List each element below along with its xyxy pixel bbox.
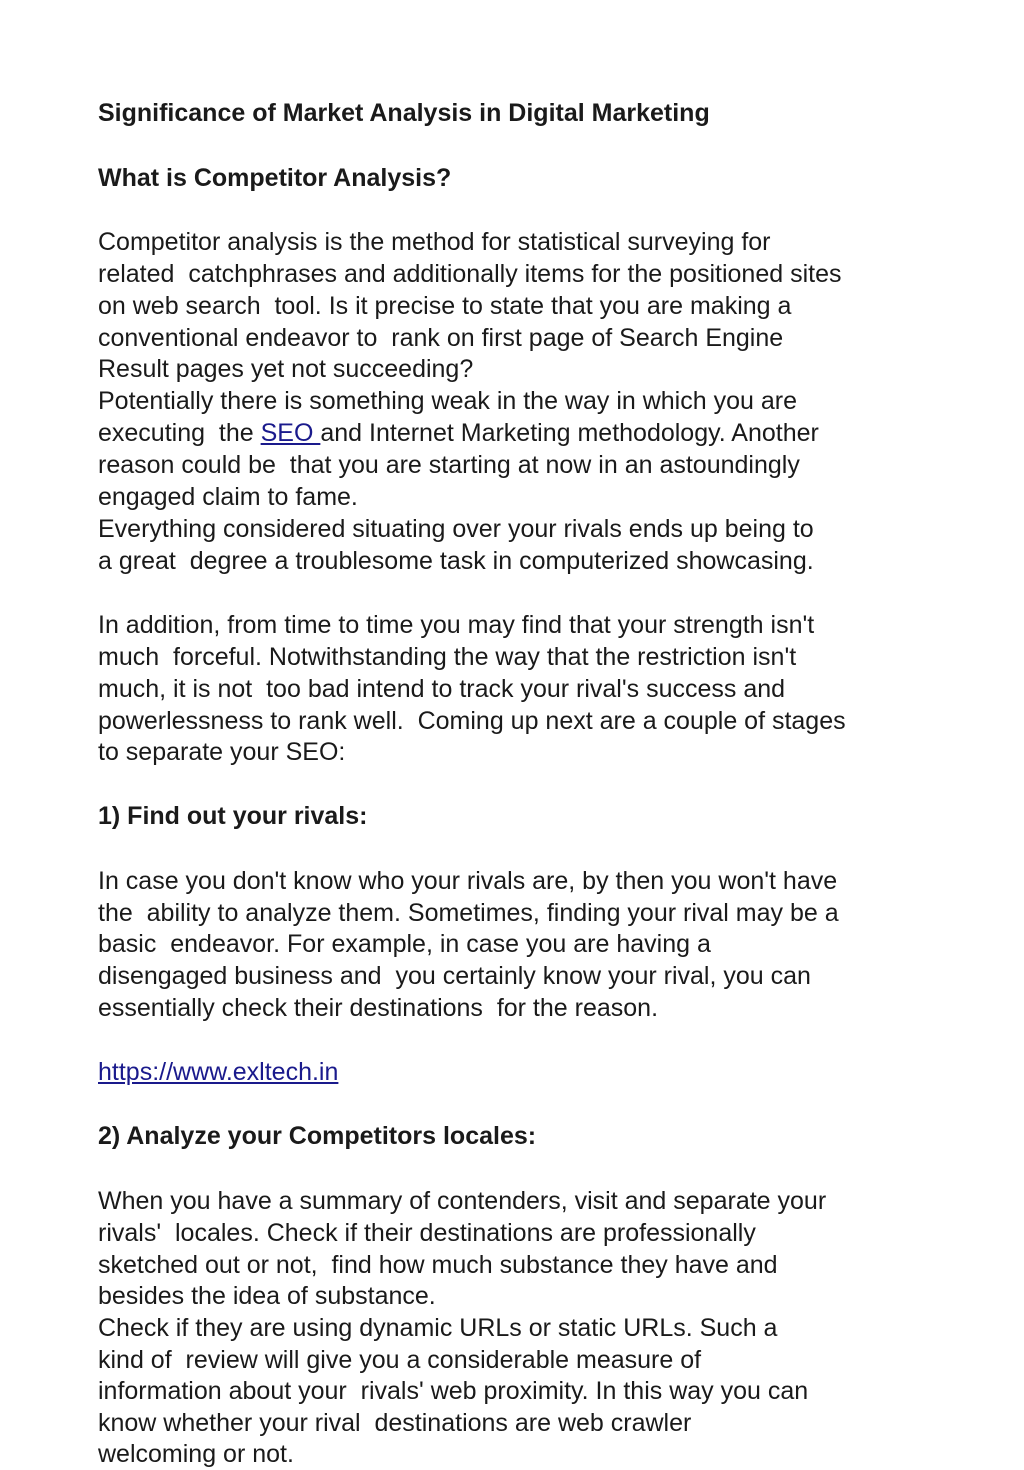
paragraph-line: rivals' locales. Check if their destinations are professionally bbox=[98, 1219, 756, 1247]
paragraph-line: much, it is not too bad intend to track your rival's success and bbox=[98, 675, 786, 703]
paragraph-line: basic endeavor. For example, in case you are having a bbox=[98, 930, 711, 958]
heading-find-rivals: 1) Find out your rivals: bbox=[98, 802, 368, 830]
paragraph-line: the ability to analyze them. Sometimes, finding your rival may be a bbox=[98, 899, 839, 927]
paragraph-line: know whether your rival destinations are web crawler bbox=[98, 1409, 692, 1437]
document-title: Significance of Market Analysis in Digital Marketing bbox=[98, 99, 710, 127]
paragraph-line: related catchphrases and additionally items for the positioned sites bbox=[98, 260, 842, 288]
paragraph-line-with-link bbox=[98, 417, 819, 449]
paragraph-line: conventional endeavor to rank on first page of Search Engine bbox=[98, 324, 784, 352]
paragraph-line: In addition, from time to time you may find that your strength isn't bbox=[98, 611, 815, 639]
seo-link[interactable]: SEO bbox=[260, 419, 321, 447]
paragraph-line: disengaged business and you certainly know your rival, you can bbox=[98, 962, 811, 990]
paragraph-line: essentially check their destinations for the reason. bbox=[98, 994, 659, 1022]
paragraph-line: In case you don't know who your rivals are, by then you won't have bbox=[98, 867, 838, 895]
paragraph-line: information about your rivals' web proximity. In this way you can bbox=[98, 1377, 809, 1405]
paragraph-text: and Internet Marketing methodology. Another bbox=[320, 419, 819, 447]
paragraph-line: Potentially there is something weak in the way in which you are bbox=[98, 387, 797, 415]
paragraph-line: engaged claim to fame. bbox=[98, 483, 358, 511]
paragraph-line-cutoff: welcoming or not. bbox=[98, 1440, 294, 1468]
paragraph-line: When you have a summary of contenders, visit and separate your bbox=[98, 1187, 827, 1215]
paragraph-line: kind of review will give you a considerable measure of bbox=[98, 1346, 702, 1374]
paragraph-line: sketched out or not, find how much substance they have and bbox=[98, 1251, 778, 1279]
paragraph-line: a great degree a troublesome task in computerized showcasing. bbox=[98, 547, 814, 575]
heading-competitor-analysis: What is Competitor Analysis? bbox=[98, 164, 452, 192]
paragraph-line: on web search tool. Is it precise to state that you are making a bbox=[98, 292, 792, 320]
url-line bbox=[98, 1056, 338, 1088]
paragraph-line: Competitor analysis is the method for statistical surveying for bbox=[98, 228, 771, 256]
paragraph-line: much forceful. Notwithstanding the way that the restriction isn't bbox=[98, 643, 797, 671]
exltech-url-link[interactable]: https://www.exltech.in bbox=[98, 1058, 339, 1086]
heading-analyze-competitors: 2) Analyze your Competitors locales: bbox=[98, 1122, 537, 1150]
paragraph-line: Everything considered situating over your rivals ends up being to bbox=[98, 515, 814, 543]
paragraph-line: Check if they are using dynamic URLs or static URLs. Such a bbox=[98, 1314, 778, 1342]
paragraph-text: executing the bbox=[98, 419, 261, 447]
paragraph-line: besides the idea of substance. bbox=[98, 1282, 436, 1310]
paragraph-line: Result pages yet not succeeding? bbox=[98, 355, 474, 383]
paragraph-line: to separate your SEO: bbox=[98, 738, 346, 766]
paragraph-line: powerlessness to rank well. Coming up next are a couple of stages bbox=[98, 707, 846, 735]
paragraph-line: reason could be that you are starting at now in an astoundingly bbox=[98, 451, 800, 479]
